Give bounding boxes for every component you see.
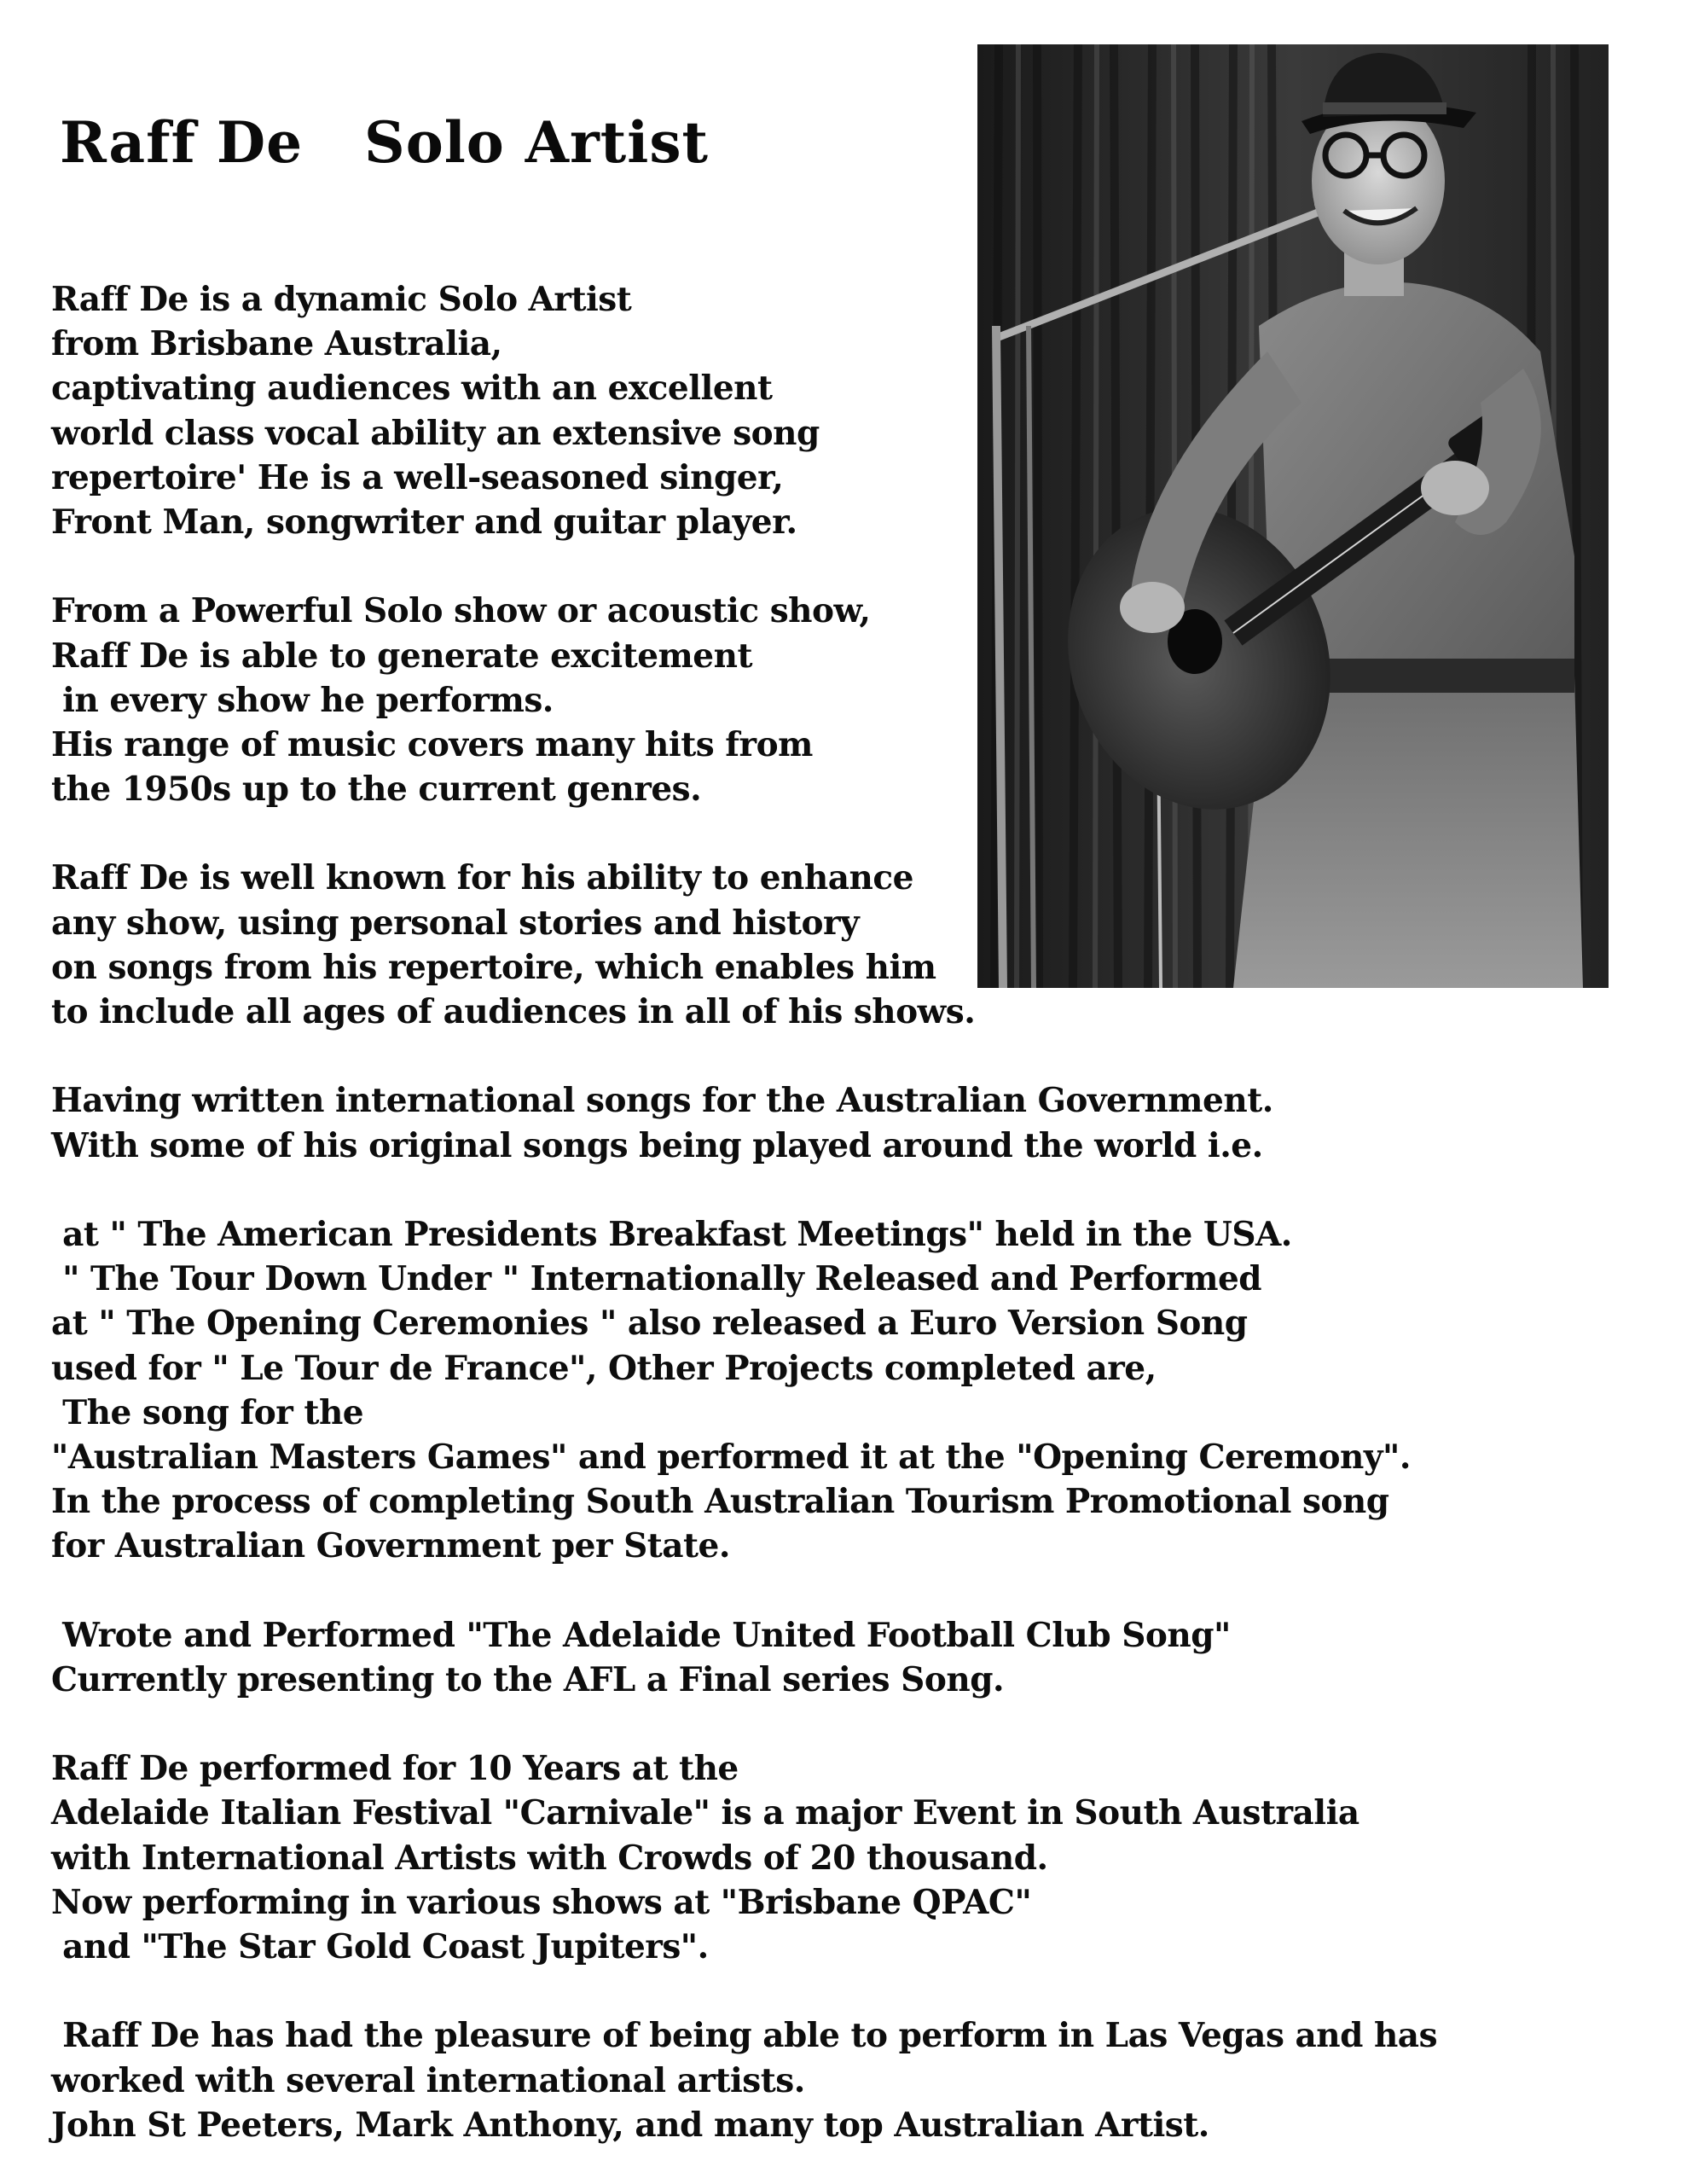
bio-line: Raff De has had the pleasure of being able to perform in Las Vegas and has bbox=[51, 2016, 1438, 2056]
bio-line: Currently presenting to the AFL a Final series Song. bbox=[51, 1659, 1005, 1699]
bio-line: From a Powerful Solo show or acoustic show, bbox=[51, 591, 871, 631]
paragraph-gap bbox=[51, 1568, 1416, 1612]
bio-line: The song for the bbox=[51, 1392, 364, 1432]
bio-line: on songs from his repertoire, which enables him bbox=[51, 947, 936, 987]
bio-line: With some of his original songs being played around the world i.e. bbox=[51, 1125, 1263, 1165]
bio-line: John St Peeters, Mark Anthony, and many top Australian Artist. bbox=[51, 2105, 1209, 2145]
paragraph-gap bbox=[51, 1034, 1416, 1078]
bio-line: "Australian Masters Games" and performed it at the "Opening Ceremony". bbox=[51, 1437, 1411, 1477]
bio-line: for Australian Government per State. bbox=[51, 1526, 730, 1566]
paragraph-gap bbox=[51, 1702, 1416, 1746]
bio-line: world class vocal ability an extensive song bbox=[51, 413, 820, 453]
paragraph-gap bbox=[51, 811, 1416, 856]
bio-line: in every show he performs. bbox=[51, 680, 554, 720]
bio-line: at " The Opening Ceremonies " also released a Euro Version Song bbox=[51, 1304, 1248, 1344]
bio-line: from Brisbane Australia, bbox=[51, 324, 502, 364]
bio-line: Raff De is able to generate excitement bbox=[51, 636, 752, 676]
bio-line: His range of music covers many hits from bbox=[51, 724, 813, 764]
paragraph-gap bbox=[51, 1969, 1416, 2013]
bio-line: with International Artists with Crowds of 20 thousand. bbox=[51, 1838, 1048, 1878]
bio-line: " The Tour Down Under " Internationally Released and Performed bbox=[51, 1259, 1262, 1299]
bio-line: Wrote and Performed "The Adelaide United Football Club Song" bbox=[51, 1615, 1231, 1655]
bio-line: and "The Star Gold Coast Jupiters". bbox=[51, 1926, 709, 1966]
bio-line: repertoire' He is a well-seasoned singer, bbox=[51, 457, 784, 497]
bio-line: Raff De performed for 10 Years at the bbox=[51, 1749, 739, 1789]
bio-line: In the process of completing South Australian Tourism Promotional song bbox=[51, 1482, 1389, 1522]
paragraph-gap bbox=[51, 1168, 1416, 1212]
bio-line: to include all ages of audiences in all of his shows. bbox=[51, 992, 976, 1031]
paragraph-gap bbox=[51, 544, 1416, 589]
bio-line: any show, using personal stories and history bbox=[51, 903, 860, 943]
bio-line: Raff De is well known for his ability to enhance bbox=[51, 858, 913, 898]
biography-text bbox=[51, 277, 1438, 2147]
bio-line: used for " Le Tour de France", Other Projects completed are, bbox=[51, 1348, 1157, 1388]
bio-line: Now performing in various shows at "Brisbane QPAC" bbox=[51, 1882, 1032, 1922]
bio-line: worked with several international artists. bbox=[51, 2060, 805, 2100]
bio-line: Front Man, songwriter and guitar player. bbox=[51, 502, 797, 542]
bio-line: Adelaide Italian Festival "Carnivale" is a major Event in South Australia bbox=[51, 1793, 1359, 1833]
bio-line: the 1950s up to the current genres. bbox=[51, 770, 702, 810]
bio-line: at " The American Presidents Breakfast Meetings" held in the USA. bbox=[51, 1214, 1292, 1254]
bio-line: Raff De is a dynamic Solo Artist bbox=[51, 280, 632, 319]
page-title: Raff De Solo Artist bbox=[60, 109, 709, 176]
bio-line: captivating audiences with an excellent bbox=[51, 369, 773, 409]
bio-line: Having written international songs for the Australian Government. bbox=[51, 1081, 1273, 1121]
